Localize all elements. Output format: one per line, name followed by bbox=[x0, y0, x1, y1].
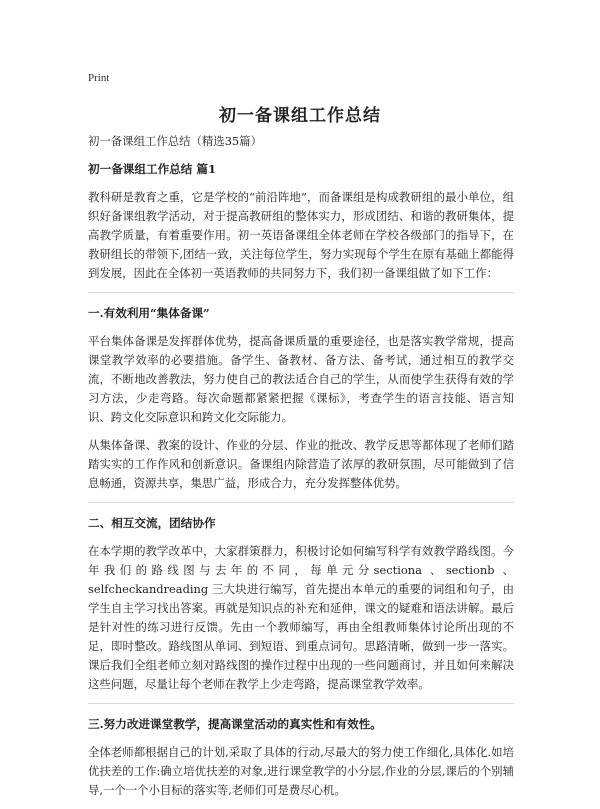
heading-classroom-improvement: 三.努力改进课堂教学，提高课堂活动的真实性和有效性。 bbox=[88, 717, 382, 731]
paragraph-classroom-improvement: 全体老师都根据自己的计划,采取了具体的行动,尽最大的努力使工作细化,具体化.如培优扶差的工作:确立培优扶差的对象,进行课堂教学的小分层,作业的分层,课后的个别辅导,一个一个小目标的落实等,老师们可是费尽心机。 bbox=[88, 745, 514, 797]
page-title: 初一备课组工作总结 bbox=[219, 106, 381, 126]
paragraph-exchange-cooperation: 在本学期的教学改革中，大家群策群力，积极讨论如何编写科学有效教学路线图。今年我们的路线图与去年的不同，每单元分sectiona 、sectionb 、selfcheckandreading 三大块进行编写，首先提出本单元的重要的词组和句子，由学生自主学习找出答案。再就是知识点的补充和延伸，课文的疑难和语法讲解。最后是针对性的练习进行反馈。先由一个教师编写，再由全组教师集体讨论所出现的不足，即时整改。路线图从单词、到短语、到重点词句。思路清晰，做到一步一落实。课后我们全组老师立刻对路线图的操作过程中出现的一些问题商讨，并且如何来解决这些问题，尽量让每个老师在教学上少走弯路，提高课堂教学效率。 bbox=[88, 544, 514, 691]
intro-paragraph: 教科研是教育之重，它是学校的“前沿阵地”，而备课组是构成教研组的最小单位，组织好备课组教学活动，对于提高教研组的整体实力，形成团结、和谐的教研集体，提高教学质量，有着重要作用。初一英语备课组全体老师在学校各级部门的指导下，在教研组长的带领下,团结一致，关注每位学生，努力实现每个学生在原有基础上都能得到发展，因此在全体初一英语教师的共同努力下，我们初一备课组做了如下工作： bbox=[88, 190, 514, 280]
divider bbox=[88, 502, 514, 503]
document-subtitle: 初一备课组工作总结（精选35篇） bbox=[88, 134, 262, 148]
heading-exchange-cooperation: 二、相互交流，团结协作 bbox=[88, 516, 216, 530]
divider bbox=[88, 292, 514, 293]
heading-collective-preparation: 一.有效利用“集体备课” bbox=[88, 306, 210, 320]
paragraph-teamwork-details: 从集体备课、教案的设计、作业的分层、作业的批改、教学反思等都体现了老师们踏踏实实的工作作风和创新意识。备课组内除营造了浓厚的教研氛围，尽可能做到了信息畅通，资源共享，集思广益，形成合力，充分发挥整体优势。 bbox=[88, 438, 514, 490]
document-body bbox=[88, 132, 514, 809]
section-heading: 初一备课组工作总结 篇1 bbox=[88, 162, 217, 176]
paragraph-collective-preparation: 平台集体备课是发挥群体优势，提高备课质量的重要途径，也是落实教学常规，提高课堂教学效率的必要措施。备学生、备教材、备方法、备考试，通过相互的教学交流，不断地改善教法，努力使自己的教法适合自己的学生，从而使学生获得有效的学习方法，少走弯路。每次命题都紧紧把握《课标》，考查学生的语言技能、语言知识、跨文化交际意识和跨文化交际能力。 bbox=[88, 334, 514, 424]
print-label[interactable]: Print bbox=[88, 72, 110, 84]
divider bbox=[88, 703, 514, 704]
